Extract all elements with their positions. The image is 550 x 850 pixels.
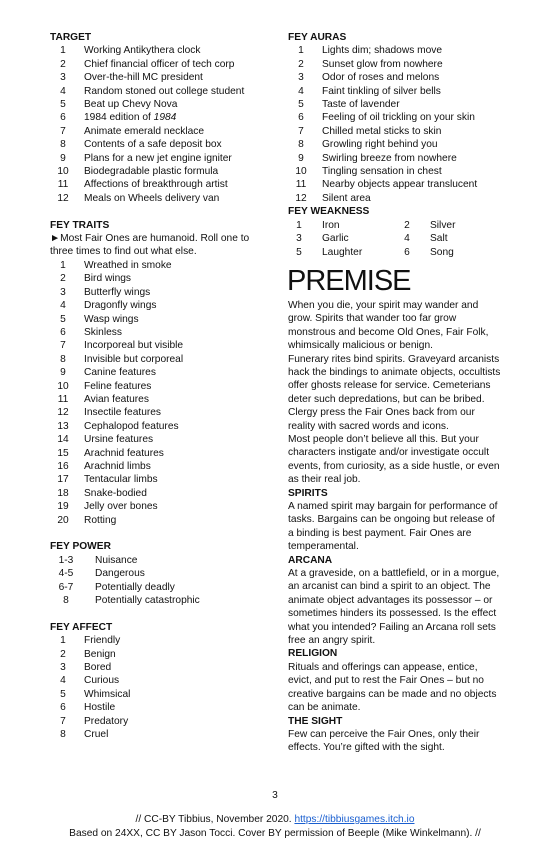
roll-number: 1 xyxy=(60,635,66,647)
fey-aura-row xyxy=(288,178,501,191)
fey-traits-heading: FEY TRAITS xyxy=(50,219,110,231)
fey-power-table xyxy=(50,554,270,608)
target-row xyxy=(50,44,270,57)
result-text: Feline features xyxy=(84,380,152,392)
weakness-item: Song xyxy=(430,246,454,258)
italic-title: 1984 xyxy=(153,112,177,124)
roll-number: 15 xyxy=(57,447,69,459)
roll-number: 9 xyxy=(60,367,66,379)
fey-aura-row xyxy=(288,111,501,124)
fey-affect-table xyxy=(50,634,270,741)
target-table xyxy=(50,44,270,205)
result-text: Cruel xyxy=(84,729,109,741)
roll-number: 4 xyxy=(298,85,304,97)
fey-aura-row xyxy=(288,152,501,165)
fey-power-heading: FEY POWER xyxy=(50,541,111,553)
fey-trait-row xyxy=(50,460,270,473)
result-text: Jelly over bones xyxy=(84,501,158,513)
result-text: Hostile xyxy=(84,702,116,714)
result-text: Bored xyxy=(84,662,112,674)
fey-aura-row xyxy=(288,44,501,57)
fey-affect-row xyxy=(50,728,270,741)
result-text: Potentially deadly xyxy=(95,581,175,593)
roll-number: 3 xyxy=(60,286,66,298)
roll-number: 4-5 xyxy=(58,568,74,580)
roll-number: 7 xyxy=(60,715,66,727)
fey-trait-row xyxy=(50,406,270,419)
result-text: Canine features xyxy=(84,367,156,379)
roll-number: 9 xyxy=(298,152,304,164)
fey-trait-row xyxy=(50,500,270,513)
roll-number: 6 xyxy=(60,326,66,338)
spirits-heading: SPIRITS xyxy=(288,487,328,499)
result-text: Arachnid limbs xyxy=(84,460,151,472)
fey-power-row xyxy=(50,567,270,580)
left-column xyxy=(50,31,270,741)
itch-io-link[interactable]: https://tibbiusgames.itch.io xyxy=(294,814,415,825)
page-number: 3 xyxy=(272,790,278,801)
fey-trait-row xyxy=(50,313,270,326)
fey-power-row xyxy=(50,554,270,567)
fey-aura-row xyxy=(288,58,501,71)
premise-paragraph: When you die, your spirit may wander and grow. Spirits that wander too far grow monstrous and become Old Ones, Fair Folk, whimsically malicious or benign. xyxy=(288,299,489,352)
roll-number: 4 xyxy=(404,233,410,245)
roll-number: 4 xyxy=(60,675,66,687)
fey-power-row xyxy=(50,581,270,594)
roll-number: 20 xyxy=(57,514,69,526)
roll-number: 12 xyxy=(295,192,307,204)
roll-number: 1 xyxy=(60,45,66,57)
result-text: Lights dim; shadows move xyxy=(322,45,443,57)
roll-number: 11 xyxy=(57,393,69,405)
target-row xyxy=(50,85,270,98)
result-text: Taste of lavender xyxy=(322,99,400,111)
roll-number: 8 xyxy=(60,139,66,151)
fey-affect-row xyxy=(50,688,270,701)
result-text: Arachnid features xyxy=(84,447,164,459)
fey-trait-row xyxy=(50,473,270,486)
roll-number: 4 xyxy=(60,85,66,97)
fey-aura-row xyxy=(288,192,501,205)
fey-aura-row xyxy=(288,165,501,178)
roll-number: 5 xyxy=(296,246,302,258)
fey-traits-table xyxy=(50,259,270,527)
fey-auras-heading: FEY AURAS xyxy=(288,32,347,43)
result-text: Faint tinkling of silver bells xyxy=(322,85,441,97)
fey-affect-row xyxy=(50,634,270,647)
roll-number: 3 xyxy=(296,233,302,245)
arcana-text: At a graveside, on a battlefield, or in a morgue, an arcanist can bind a spirit to an object. The animate object advantages its possessor – or sometimes hinders its possessed. Is the effect what you intended? Failing an Arcana roll sets free an angry spirit. xyxy=(288,568,500,647)
roll-number: 1 xyxy=(296,219,302,231)
result-text: Tentacular limbs xyxy=(84,474,158,486)
roll-number: 10 xyxy=(295,166,307,178)
fey-aura-row xyxy=(288,85,501,98)
result-text: Sunset glow from nowhere xyxy=(322,58,443,70)
fey-trait-row xyxy=(50,366,270,379)
footer-credit-line xyxy=(0,813,550,826)
result-text: Beat up Chevy Nova xyxy=(84,99,178,111)
result-text: Plans for a new jet engine igniter xyxy=(84,152,232,164)
result-text: Nuisance xyxy=(95,554,138,566)
fey-trait-row xyxy=(50,353,270,366)
target-row xyxy=(50,192,270,205)
roll-number: 5 xyxy=(298,99,304,111)
roll-number: 5 xyxy=(60,313,66,325)
roll-number: 1-3 xyxy=(58,554,74,566)
result-text: Rotting xyxy=(84,514,117,526)
religion-heading: RELIGION xyxy=(288,648,338,660)
roll-number: 13 xyxy=(57,420,69,432)
fey-trait-row xyxy=(50,299,270,312)
weakness-item: Silver xyxy=(430,219,456,231)
result-text: Insectile features xyxy=(84,407,162,419)
result-text: Dangerous xyxy=(95,568,145,580)
fey-affect-row xyxy=(50,674,270,687)
target-row xyxy=(50,58,270,71)
footer-credit-text: // CC-BY Tibbius, November 2020. xyxy=(135,814,295,825)
target-row xyxy=(50,125,270,138)
roll-number: 7 xyxy=(298,125,304,137)
fey-trait-row xyxy=(50,259,270,272)
result-text: Tingling sensation in chest xyxy=(322,166,442,178)
fey-power-row xyxy=(50,594,270,607)
roll-number: 2 xyxy=(60,58,66,70)
roll-number: 7 xyxy=(60,125,66,137)
premise-paragraph: Most people don’t believe all this. But your characters instigate and/or investigate occult events, from curiosity, as a side hustle, or even as their real job. xyxy=(288,433,500,486)
fey-trait-row xyxy=(50,487,270,500)
roll-number: 19 xyxy=(57,501,69,513)
roll-number: 8 xyxy=(298,139,304,151)
result-text: Chief financial officer of tech corp xyxy=(84,58,235,70)
result-text: 1984 edition of 1984 xyxy=(84,112,177,124)
roll-number: 1 xyxy=(60,259,66,271)
result-text: Skinless xyxy=(84,326,122,338)
result-text: Friendly xyxy=(84,635,121,647)
fey-trait-row xyxy=(50,326,270,339)
roll-number: 12 xyxy=(57,407,69,419)
fey-affect-row xyxy=(50,648,270,661)
target-row xyxy=(50,138,270,151)
result-text: Butterfly wings xyxy=(84,286,151,298)
result-text: Feeling of oil trickling on your skin xyxy=(322,112,475,124)
fey-weakness-table xyxy=(288,219,501,259)
target-row xyxy=(50,111,270,124)
roll-number: 5 xyxy=(60,688,66,700)
fey-weakness-heading: FEY WEAKNESS xyxy=(288,206,370,218)
roll-number: 3 xyxy=(298,72,304,84)
roll-number: 3 xyxy=(60,72,66,84)
weakness-item: Salt xyxy=(430,233,448,245)
result-text: Biodegradable plastic formula xyxy=(84,166,219,178)
fey-aura-row xyxy=(288,125,501,138)
the-sight-heading: THE SIGHT xyxy=(288,715,343,727)
fey-trait-row xyxy=(50,393,270,406)
fey-trait-row xyxy=(50,447,270,460)
roll-number: 5 xyxy=(60,99,66,111)
result-text: Invisible but corporeal xyxy=(84,353,184,365)
roll-number: 14 xyxy=(57,434,69,446)
fey-trait-row xyxy=(50,420,270,433)
fey-aura-row xyxy=(288,71,501,84)
result-text: Dragonfly wings xyxy=(84,300,157,312)
result-text: Wreathed in smoke xyxy=(84,259,172,271)
fey-affect-row xyxy=(50,661,270,674)
roll-number: 12 xyxy=(57,192,69,204)
fey-traits-intro: ►Most Fair Ones are humanoid. Roll one to three times to find out what else. xyxy=(50,233,250,258)
fey-auras-table xyxy=(288,44,501,205)
roll-number: 6 xyxy=(60,112,66,124)
result-text: Snake-bodied xyxy=(84,487,147,499)
roll-number: 2 xyxy=(60,273,66,285)
result-text: Silent area xyxy=(322,192,371,204)
result-text: Curious xyxy=(84,675,120,687)
roll-number: 8 xyxy=(63,595,69,607)
roll-number: 6 xyxy=(298,112,304,124)
the-sight-text: Few can perceive the Fair Ones, only their effects. You’re gifted with the sight. xyxy=(288,728,480,754)
spirits-text: A named spirit may bargain for performance of tasks. Bargains can be ongoing but release of a binding is best payment. Fair Ones are temperamental. xyxy=(288,501,498,553)
result-text: Chilled metal sticks to skin xyxy=(322,125,442,137)
footer-attribution: Based on 24XX, CC BY Jason Tocci. Cover BY permission of Beeple (Mike Winkelmann). // xyxy=(69,828,481,839)
result-text: Incorporeal but visible xyxy=(84,340,184,352)
result-text: Odor of roses and melons xyxy=(322,72,440,84)
fey-aura-row xyxy=(288,98,501,111)
fey-trait-row xyxy=(50,380,270,393)
fey-affect-row xyxy=(50,715,270,728)
roll-number: 16 xyxy=(57,460,69,472)
roll-number: 11 xyxy=(295,179,307,191)
roll-number: 3 xyxy=(60,662,66,674)
result-text: Affections of breakthrough artist xyxy=(84,179,228,191)
target-row xyxy=(50,165,270,178)
result-text: Avian features xyxy=(84,393,149,405)
result-text: Swirling breeze from nowhere xyxy=(322,152,457,164)
premise-paragraph: Funerary rites bind spirits. Graveyard arcanists hack the bindings to animate objects, occultists offer ghosts release for service. Cemeterians deter such depredations, but can be bribed. Clergy press the Fair Ones back from our reality with sacred words and icons. xyxy=(288,353,501,432)
result-text: Ursine features xyxy=(84,434,154,446)
result-text: Working Antikythera clock xyxy=(84,45,201,57)
fey-trait-row xyxy=(50,433,270,446)
result-text: Predatory xyxy=(84,715,129,727)
roll-number: 10 xyxy=(57,166,69,178)
result-text: Cephalopod features xyxy=(84,420,179,432)
roll-number: 2 xyxy=(404,219,410,231)
roll-number: 2 xyxy=(298,58,304,70)
roll-number: 7 xyxy=(60,340,66,352)
roll-number: 8 xyxy=(60,353,66,365)
roll-number: 8 xyxy=(60,729,66,741)
target-row xyxy=(50,98,270,111)
fey-affect-row xyxy=(50,701,270,714)
roll-number: 4 xyxy=(60,300,66,312)
fey-aura-row xyxy=(288,138,501,151)
result-text: Nearby objects appear translucent xyxy=(322,179,478,191)
weakness-item: Laughter xyxy=(322,246,363,258)
result-text: Bird wings xyxy=(84,273,131,285)
roll-number: 11 xyxy=(57,179,69,191)
roll-number: 2 xyxy=(60,648,66,660)
result-text: Random stoned out college student xyxy=(84,85,245,97)
result-text: Over-the-hill MC president xyxy=(84,72,203,84)
roll-number: 6 xyxy=(404,246,410,258)
roll-number: 18 xyxy=(57,487,69,499)
roll-number: 10 xyxy=(57,380,69,392)
roll-number: 17 xyxy=(57,474,69,486)
premise-title: PREMISE xyxy=(287,264,411,297)
fey-trait-row xyxy=(50,286,270,299)
result-text: Animate emerald necklace xyxy=(84,125,205,137)
result-text: Potentially catastrophic xyxy=(95,595,200,607)
target-row xyxy=(50,71,270,84)
fey-trait-row xyxy=(50,514,270,527)
right-column xyxy=(288,31,501,755)
result-text: Benign xyxy=(84,648,116,660)
religion-text: Rituals and offerings can appease, entice, evict, and put to rest the Fair Ones – but no creative bargains can be made and no objects can be animate. xyxy=(288,661,497,714)
fey-affect-heading: FEY AFFECT xyxy=(50,621,113,633)
roll-number: 6 xyxy=(60,702,66,714)
result-text: Growling right behind you xyxy=(322,139,438,151)
result-text: Contents of a safe deposit box xyxy=(84,139,222,151)
roll-number: 1 xyxy=(298,45,304,57)
weakness-item: Iron xyxy=(322,219,340,231)
arcana-heading: ARCANA xyxy=(288,554,333,566)
fey-trait-row xyxy=(50,272,270,285)
roll-number: 9 xyxy=(60,152,66,164)
result-text: Wasp wings xyxy=(84,313,139,325)
result-text: Whimsical xyxy=(84,688,131,700)
fey-trait-row xyxy=(50,339,270,352)
result-text: Meals on Wheels delivery van xyxy=(84,192,220,204)
weakness-item: Garlic xyxy=(322,233,349,245)
target-row xyxy=(50,152,270,165)
roll-number: 6-7 xyxy=(58,581,74,593)
target-heading: TARGET xyxy=(50,32,92,43)
target-row xyxy=(50,178,270,191)
